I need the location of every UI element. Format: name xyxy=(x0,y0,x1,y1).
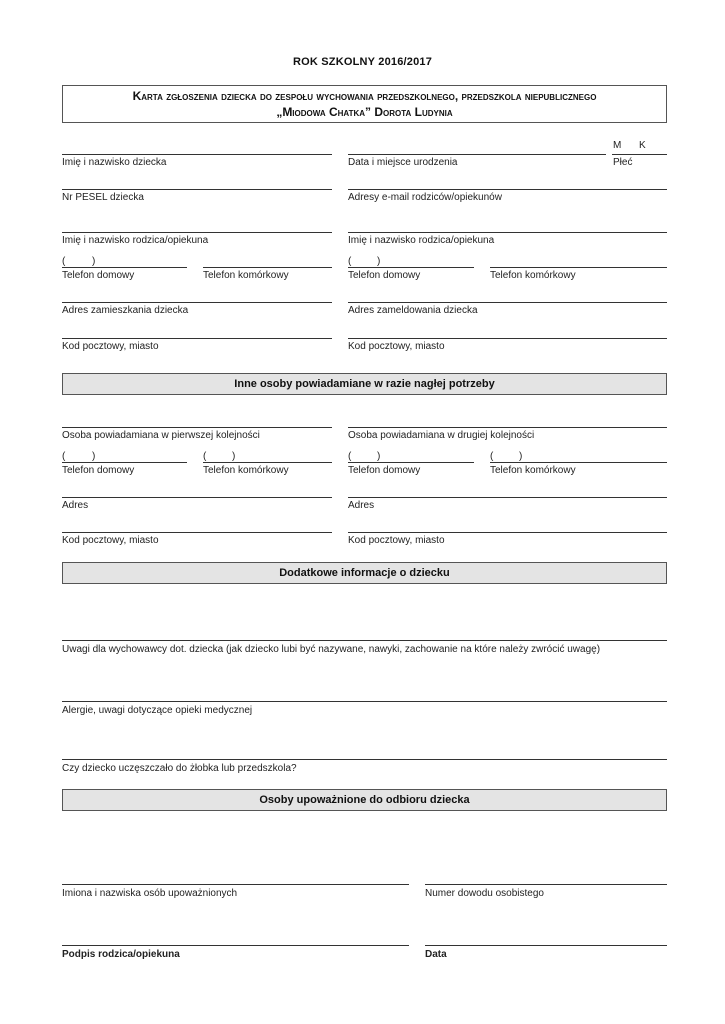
parent2-name-field[interactable] xyxy=(348,232,667,233)
second-contact-label: Osoba powiadamiana w drugiej kolejności xyxy=(348,430,535,441)
authorized-names-label: Imiona i nazwiska osób upoważnionych xyxy=(62,888,238,899)
parent2-home-phone-label: Telefon domowy xyxy=(348,270,421,281)
second-mobile-area-close: ) xyxy=(519,451,523,462)
first-home-phone-label: Telefon domowy xyxy=(62,465,135,476)
residence-postal-field[interactable] xyxy=(62,338,332,339)
parent1-mobile-phone-label: Telefon komórkowy xyxy=(203,270,289,281)
second-home-phone-label: Telefon domowy xyxy=(348,465,421,476)
residence-address-label: Adres zamieszkania dziecka xyxy=(62,305,189,316)
date-label: Data xyxy=(425,949,447,960)
first-postal-label: Kod pocztowy, miasto xyxy=(62,535,159,546)
first-mobile-area-open: ( xyxy=(203,451,207,462)
id-number-field[interactable] xyxy=(425,884,667,885)
allergies-label: Alergie, uwagi dotyczące opieki medycznej xyxy=(62,705,253,716)
form-header-line2: „Miodowa Chatka” Dorota Ludynia xyxy=(276,105,453,119)
first-contact-field[interactable] xyxy=(62,427,332,428)
first-home-area-open: ( xyxy=(62,451,66,462)
child-name-label: Imię i nazwisko dziecka xyxy=(62,157,167,168)
gender-label: Płeć xyxy=(613,157,633,168)
authorized-names-field[interactable] xyxy=(62,884,409,885)
parent2-home-area-open: ( xyxy=(348,256,352,267)
email-label: Adresy e-mail rodziców/opiekunów xyxy=(348,192,502,203)
gender-m-option[interactable]: M xyxy=(613,140,622,151)
parent1-home-area-open: ( xyxy=(62,256,66,267)
nursery-label: Czy dziecko uczęszczało do żłobka lub przedszkola? xyxy=(62,763,297,774)
second-home-area-close: ) xyxy=(377,451,381,462)
parent2-home-phone-field[interactable] xyxy=(348,267,474,268)
second-mobile-phone-label: Telefon komórkowy xyxy=(490,465,576,476)
section-additional-info-header: Dodatkowe informacje o dziecku xyxy=(62,562,667,584)
second-postal-label: Kod pocztowy, miasto xyxy=(348,535,445,546)
parent1-mobile-phone-field[interactable] xyxy=(203,267,332,268)
child-name-field[interactable] xyxy=(62,154,332,155)
first-mobile-phone-label: Telefon komórkowy xyxy=(203,465,289,476)
first-home-phone-field[interactable] xyxy=(62,462,187,463)
remarks-field[interactable] xyxy=(62,640,667,641)
registered-address-label: Adres zameldowania dziecka xyxy=(348,305,478,316)
second-mobile-area-open: ( xyxy=(490,451,494,462)
parent1-name-field[interactable] xyxy=(62,232,332,233)
parent1-home-phone-field[interactable] xyxy=(62,267,187,268)
first-mobile-area-close: ) xyxy=(232,451,236,462)
first-mobile-phone-field[interactable] xyxy=(203,462,332,463)
parent1-name-label: Imię i nazwisko rodzica/opiekuna xyxy=(62,235,209,246)
first-address-field[interactable] xyxy=(62,497,332,498)
second-address-field[interactable] xyxy=(348,497,667,498)
first-contact-label: Osoba powiadamiana w pierwszej kolejności xyxy=(62,430,260,441)
second-postal-field[interactable] xyxy=(348,532,667,533)
gender-field[interactable] xyxy=(612,154,667,155)
signature-label: Podpis rodzica/opiekuna xyxy=(62,949,180,960)
birth-field[interactable] xyxy=(348,154,606,155)
parent2-mobile-phone-label: Telefon komórkowy xyxy=(490,270,576,281)
first-home-area-close: ) xyxy=(92,451,96,462)
signature-field[interactable] xyxy=(62,945,409,946)
first-postal-field[interactable] xyxy=(62,532,332,533)
second-address-label: Adres xyxy=(348,500,375,511)
registered-postal-field[interactable] xyxy=(348,338,667,339)
parent1-home-area-close: ) xyxy=(92,256,96,267)
residence-postal-label: Kod pocztowy, miasto xyxy=(62,341,159,352)
school-year-title: ROK SZKOLNY 2016/2017 xyxy=(292,56,433,68)
parent1-home-phone-label: Telefon domowy xyxy=(62,270,135,281)
second-home-area-open: ( xyxy=(348,451,352,462)
section-other-persons-header: Inne osoby powiadamiane w razie nagłej potrzeby xyxy=(62,373,667,395)
pesel-label: Nr PESEL dziecka xyxy=(62,192,144,203)
nursery-field[interactable] xyxy=(62,759,667,760)
allergies-field[interactable] xyxy=(62,701,667,702)
birth-label: Data i miejsce urodzenia xyxy=(348,157,458,168)
first-address-label: Adres xyxy=(62,500,89,511)
id-number-label: Numer dowodu osobistego xyxy=(425,888,544,899)
email-field[interactable] xyxy=(348,189,667,190)
parent2-mobile-phone-field[interactable] xyxy=(490,267,667,268)
form-header-line1: Karta zgłoszenia dziecka do zespołu wychowania przedszkolnego, przedszkola niepublicznego xyxy=(132,89,597,103)
section-pickup-header: Osoby upoważnione do odbioru dziecka xyxy=(62,789,667,811)
parent2-name-label: Imię i nazwisko rodzica/opiekuna xyxy=(348,235,495,246)
pesel-field[interactable] xyxy=(62,189,332,190)
registered-postal-label: Kod pocztowy, miasto xyxy=(348,341,445,352)
parent2-home-area-close: ) xyxy=(377,256,381,267)
second-home-phone-field[interactable] xyxy=(348,462,474,463)
remarks-label: Uwagi dla wychowawcy dot. dziecka (jak dziecko lubi być nazywane, nawyki, zachowanie na które należy zwrócić uwagę) xyxy=(62,644,601,655)
registered-address-field[interactable] xyxy=(348,302,667,303)
form-header-box xyxy=(62,85,667,123)
date-field[interactable] xyxy=(425,945,667,946)
second-contact-field[interactable] xyxy=(348,427,667,428)
second-mobile-phone-field[interactable] xyxy=(490,462,667,463)
residence-address-field[interactable] xyxy=(62,302,332,303)
gender-k-option[interactable]: K xyxy=(639,140,646,151)
